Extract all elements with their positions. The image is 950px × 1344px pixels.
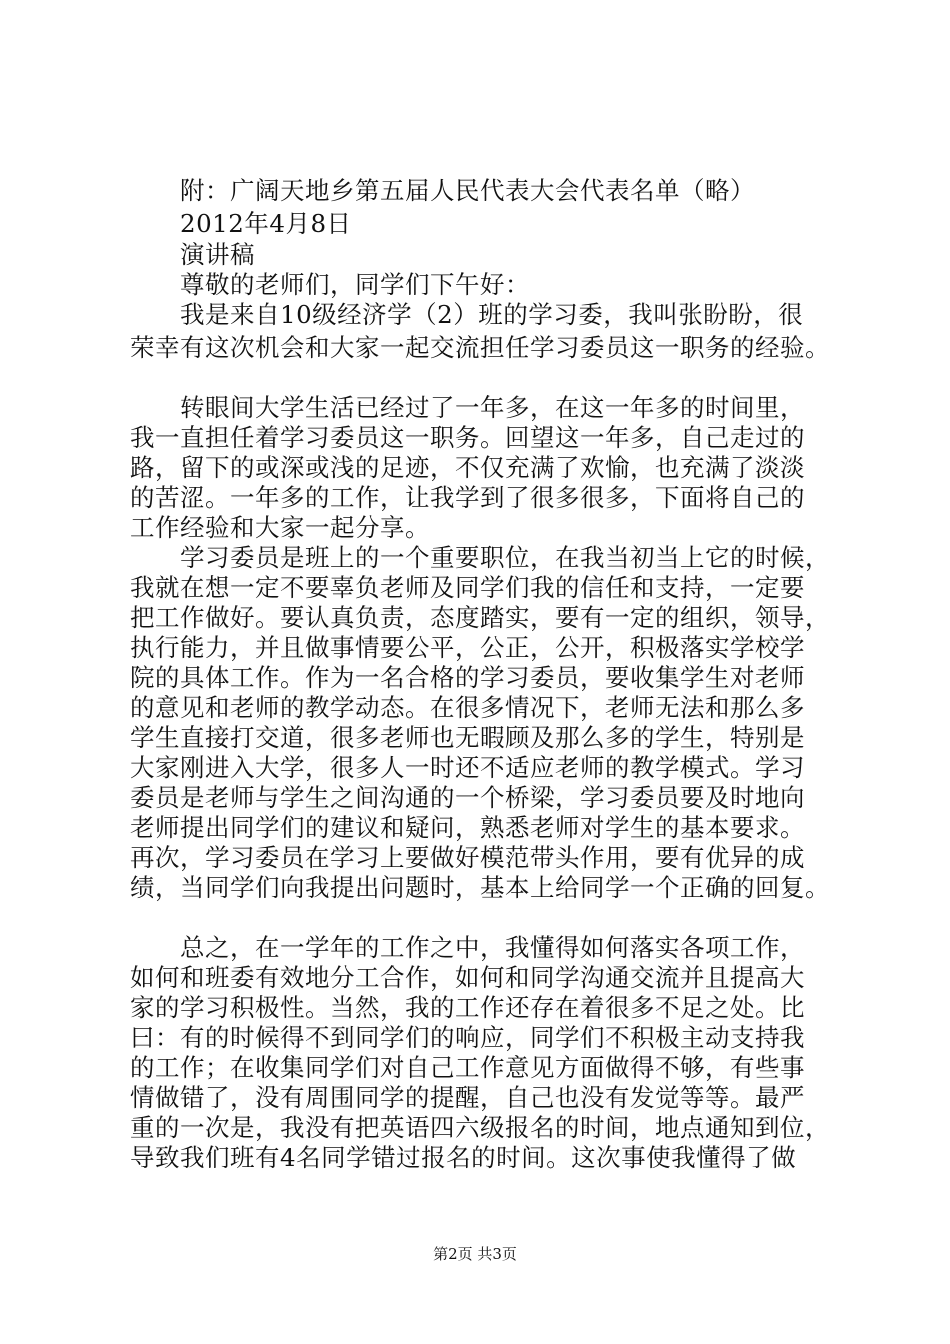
text-line: 总之，在一学年的工作之中，我懂得如何落实各项工作， [130, 933, 805, 962]
text-line: 的工作；在收集同学们对自己工作意见方面做得不够，有些事 [130, 1053, 805, 1082]
text-line: 2012年4月8日 [130, 209, 352, 238]
text-line: 大家刚进入大学，很多人一时还不适应老师的教学模式。学习 [130, 753, 805, 782]
text-line: 把工作做好。要认真负责，态度踏实，要有一定的组织，领导， [130, 603, 830, 632]
text-line: 委员是老师与学生之间沟通的一个桥梁，学习委员要及时地向 [130, 783, 805, 812]
text-line: 院的具体工作。作为一名合格的学习委员，要收集学生对老师 [130, 663, 805, 692]
text-line: 情做错了，没有周围同学的提醒，自己也没有发觉等等。最严 [130, 1083, 805, 1112]
text-line: 的意见和老师的教学动态。在很多情况下，老师无法和那么多 [130, 693, 805, 722]
text-line: 我是来自10级经济学（2）班的学习委，我叫张盼盼，很 [130, 300, 804, 329]
text-line: 再次，学习委员在学习上要做好模范带头作用，要有优异的成 [130, 843, 805, 872]
text-line: 老师提出同学们的建议和疑问，熟悉老师对学生的基本要求。 [130, 813, 805, 842]
text-line: 我一直担任着学习委员这一职务。回望这一年多，自己走过的 [130, 423, 805, 452]
text-line: 路，留下的或深或浅的足迹，不仅充满了欢愉，也充满了淡淡 [130, 453, 805, 482]
text-line: 执行能力，并且做事情要公平，公正，公开，积极落实学校学 [130, 633, 805, 662]
text-line: 如何和班委有效地分工合作，如何和同学沟通交流并且提高大 [130, 963, 805, 992]
text-line: 附：广阔天地乡第五届人民代表大会代表名单（略） [130, 176, 755, 205]
text-line: 导致我们班有4名同学错过报名的时间。这次事使我懂得了做 [130, 1143, 797, 1172]
text-line: 荣幸有这次机会和大家一起交流担任学习委员这一职务的经验。 [130, 333, 830, 362]
page-footer: 第2页 共3页 [433, 1245, 517, 1263]
text-line: 学生直接打交道，很多老师也无暇顾及那么多的学生，特别是 [130, 723, 805, 752]
text-line: 工作经验和大家一起分享。 [130, 513, 430, 542]
text-line: 我就在想一定不要辜负老师及同学们我的信任和支持，一定要 [130, 573, 805, 602]
text-line: 家的学习积极性。当然，我的工作还存在着很多不足之处。比 [130, 993, 805, 1022]
text-line: 绩，当同学们向我提出问题时，基本上给同学一个正确的回复。 [130, 873, 830, 902]
text-line: 曰：有的时候得不到同学们的响应，同学们不积极主动支持我 [130, 1023, 805, 1052]
text-line: 尊敬的老师们，同学们下午好： [130, 270, 530, 299]
text-line: 转眼间大学生活已经过了一年多，在这一年多的时间里， [130, 393, 805, 422]
text-line: 学习委员是班上的一个重要职位，在我当初当上它的时候， [130, 543, 830, 572]
text-line: 演讲稿 [130, 240, 255, 269]
text-line: 重的一次是，我没有把英语四六级报名的时间，地点通知到位， [130, 1113, 830, 1142]
text-line: 的苦涩。一年多的工作，让我学到了很多很多，下面将自己的 [130, 483, 805, 512]
